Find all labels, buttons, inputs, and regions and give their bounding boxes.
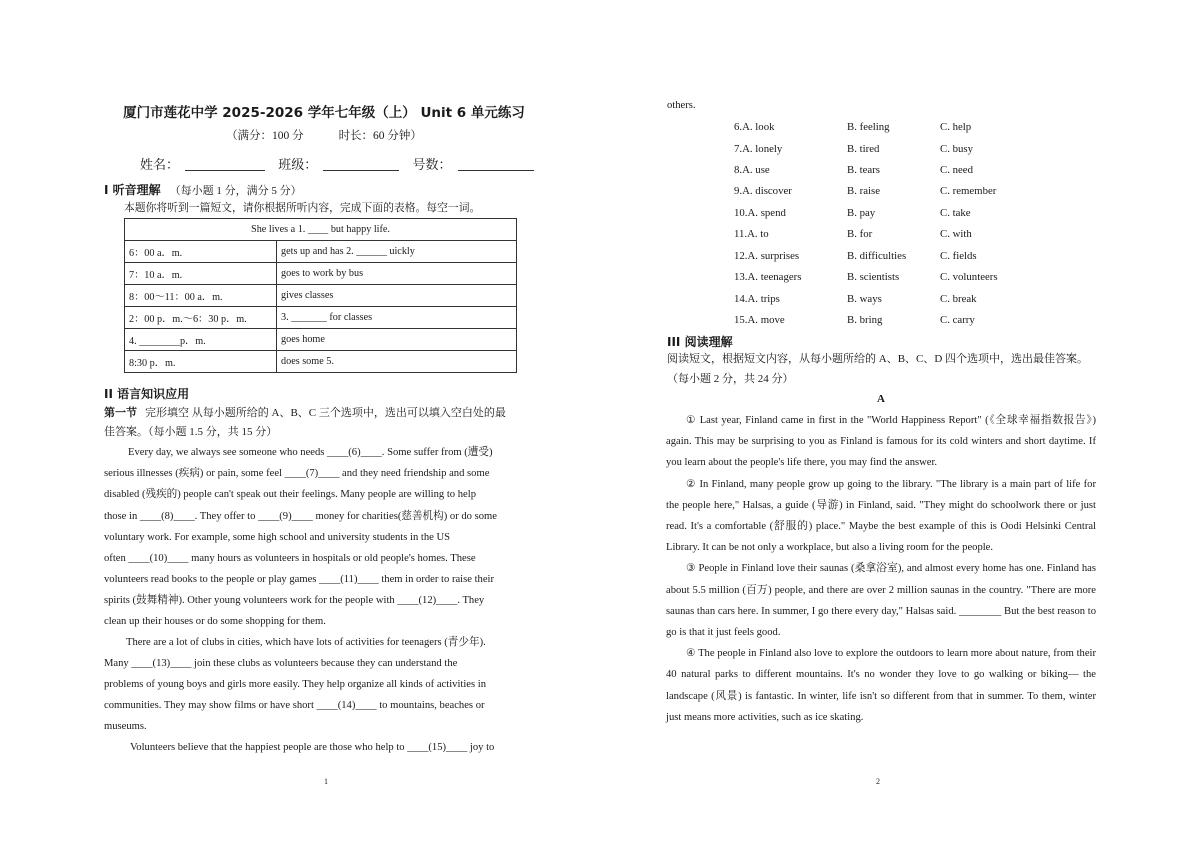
paragraph: ① Last year, Finland came in first in the "World Happiness Report" (《全球幸福指数报告》) again. This may be surprising to you as Finland is famous for its cold winters and short daytime. If you learn about the people's life there, you may find the answer.	[666, 415, 1096, 469]
cloze-line: Volunteers believe that the happiest people are those who help to ____(15)____ joy to	[130, 742, 495, 753]
option-c[interactable]: C. volunteers	[940, 271, 998, 283]
cloze-line: those in ____(8)____. They offer to ____(9)____ money for charities(慈善机构) or do some	[104, 511, 497, 522]
cloze-line: serious illnesses (疾病) or pain, some feel ____(7)____ and they need friendship and some	[104, 468, 490, 479]
option-c[interactable]: C. need	[940, 164, 973, 176]
cloze-line: museums.	[104, 721, 147, 732]
option-a[interactable]: 12.A. surprises	[734, 250, 800, 262]
name-blank[interactable]	[185, 158, 265, 171]
cloze-line: spirits (鼓舞精神). Other young volunteers work for the people with ____(12)____. They	[104, 595, 485, 606]
cloze-line: disabled (残疾的) people can't speak out their feelings. Many people are willing to help	[104, 489, 476, 500]
part-label: 第一节	[104, 406, 137, 419]
option-b[interactable]: B. feeling	[847, 121, 890, 133]
cloze-line: communities. They may show films or have short ____(14)____ to mountains, beaches or	[104, 700, 485, 711]
cloze-line: Many ____(13)____ join these clubs as volunteers because they can understand the	[104, 658, 458, 669]
listening-instruction: 本题你将听到一篇短文，请你根据所听内容，完成下面的表格。每空一词。	[124, 202, 481, 214]
table-row	[125, 285, 517, 307]
option-b[interactable]: B. ways	[847, 293, 882, 305]
option-a[interactable]: 10.A. spend	[734, 207, 786, 219]
option-a[interactable]: 15.A. move	[734, 314, 785, 326]
page-number: 2	[876, 777, 880, 786]
table-cell-event: does some 5.	[277, 351, 517, 373]
option-a[interactable]: 11.A. to	[734, 228, 769, 240]
table-cell-event: gives classes	[277, 285, 517, 307]
full-score: （满分：100 分	[226, 130, 304, 142]
table-cell-event: goes home	[277, 329, 517, 351]
table-row	[125, 351, 517, 373]
number-blank[interactable]	[458, 158, 534, 171]
section-language-heading: II 语言知识应用	[104, 387, 190, 401]
option-b[interactable]: B. scientists	[847, 271, 900, 283]
table-cell-event: gets up and has 2. ______ uickly	[277, 241, 517, 263]
option-b[interactable]: B. raise	[847, 185, 880, 197]
cloze-line: volunteers read books to the people or play games ____(11)____ them in order to raise their	[104, 574, 494, 585]
listening-table	[124, 218, 517, 373]
section-reading-heading: III 阅读理解	[667, 335, 733, 349]
paragraph: ④ The people in Finland also love to explore the outdoors to learn more about nature, from their 40 natural parks to different mountains. It's no wonder they love to go walking or biking— the landscape (风景) is fantastic. In winter, life isn't so different from that in summer. To them, winter just means more activities, such as ice skating.	[666, 648, 1096, 723]
option-b[interactable]: B. pay	[847, 207, 876, 219]
page-number: 1	[324, 777, 328, 786]
option-a[interactable]: 13.A. teenagers	[734, 271, 802, 283]
table-cell-time: 6：00 a．m.	[125, 241, 277, 263]
table-row	[125, 241, 517, 263]
option-c[interactable]: C. take	[940, 207, 971, 219]
option-c[interactable]: C. with	[940, 228, 972, 240]
table-row	[125, 329, 517, 351]
number-label: 号数：	[412, 157, 452, 172]
option-c[interactable]: C. fields	[940, 250, 977, 262]
table-cell-time: 8:30 p．m.	[125, 351, 277, 373]
table-cell-time: 4. ________p．m.	[125, 329, 277, 351]
continued-text: others.	[667, 100, 696, 111]
option-c[interactable]: C. help	[940, 121, 972, 133]
table-cell-event: 3. _______ for classes	[277, 307, 517, 329]
table-cell-event: goes to work by bus	[277, 263, 517, 285]
exam-info	[104, 127, 544, 143]
option-c[interactable]: C. carry	[940, 314, 975, 326]
option-c[interactable]: C. remember	[940, 185, 997, 197]
table-header: She lives a 1. ____ but happy life.	[125, 219, 517, 241]
option-a[interactable]: 6.A. look	[734, 121, 775, 133]
name-label: 姓名：	[140, 157, 180, 172]
option-b[interactable]: B. bring	[847, 314, 883, 326]
section-listening-note: （每小题 1 分，满分 5 分）	[169, 185, 302, 197]
cloze-line: There are a lot of clubs in cities, which have lots of activities for teenagers (青少年).	[126, 637, 486, 648]
option-c[interactable]: C. busy	[940, 143, 973, 155]
section-listening-heading: I 听音理解 （每小题 1 分，满分 5 分）	[104, 183, 302, 197]
class-label: 班级：	[278, 157, 318, 172]
option-b[interactable]: B. tears	[847, 164, 880, 176]
cloze-line: clean up their houses or do some shopping for them.	[104, 616, 326, 627]
option-a[interactable]: 7.A. lonely	[734, 143, 783, 155]
page-title: 厦门市莲花中学 2025-2026 学年七年级（上） Unit 6 单元练习	[123, 105, 525, 121]
option-a[interactable]: 14.A. trips	[734, 293, 780, 305]
paragraph: ② In Finland, many people grow up going to the library. "The library is a main part of life for the people here," Halsas, a guide (导游) in Finland, said. "They might do schoolwork there or just read. It's a comfortable (舒服的) place." Maybe the best example of this is Oodi Helsinki Central Library. It can be not only a workplace, but also a living room for the people.	[666, 478, 1096, 554]
table-row	[125, 263, 517, 285]
passage-label: A	[877, 393, 885, 405]
option-c[interactable]: C. break	[940, 293, 977, 305]
table-cell-time: 8：00～11：00 a．m.	[125, 285, 277, 307]
class-blank[interactable]	[323, 158, 399, 171]
cloze-line: problems of young boys and girls more easily. They help organize all kinds of activities in	[104, 679, 486, 690]
cloze-instruction-2: 佳答案。（每小题 1.5 分，共 15 分）	[104, 426, 278, 438]
option-a[interactable]: 9.A. discover	[734, 185, 792, 197]
table-row	[125, 307, 517, 329]
paragraph: ③ People in Finland love their saunas (桑拿浴室), and almost every home has one. Finland has about 5.5 million (百万) people, and there are over 2 million saunas in the country. "There are more saunas than cars here. In summer, I go there every day," Halsas said. ________ But the best reason to go is that it just feels good.	[666, 563, 1096, 639]
option-b[interactable]: B. difficulties	[847, 250, 907, 262]
option-a[interactable]: 8.A. use	[734, 164, 770, 176]
cloze-line: Every day, we always see someone who needs ____(6)____. Some suffer from (遭受)	[128, 447, 493, 458]
reading-instruction-2: （每小题 2 分，共 24 分）	[667, 373, 794, 385]
reading-passage	[666, 410, 1096, 728]
cloze-line: voluntary work. For example, some high school and university students in the US	[104, 532, 451, 543]
student-info-fields	[140, 154, 534, 173]
table-cell-time: 2：00 p．m.～6：30 p．m.	[125, 307, 277, 329]
cloze-line: often ____(10)____ many hours as volunteers in hospitals or old people's homes. These	[104, 553, 476, 564]
reading-instruction-1: 阅读短文，根据短文内容，从每小题所给的 A、B、C、D 四个选项中，选出最佳答案。	[667, 353, 1089, 365]
option-b[interactable]: B. for	[847, 228, 873, 240]
cloze-instruction-1: 第一节 完形填空 从每小题所给的 A、B、C 三个选项中，选出可以填入空白处的最	[104, 406, 506, 419]
table-cell-time: 7：10 a．m.	[125, 263, 277, 285]
option-b[interactable]: B. tired	[847, 143, 880, 155]
duration: 时长：60 分钟）	[338, 130, 422, 142]
